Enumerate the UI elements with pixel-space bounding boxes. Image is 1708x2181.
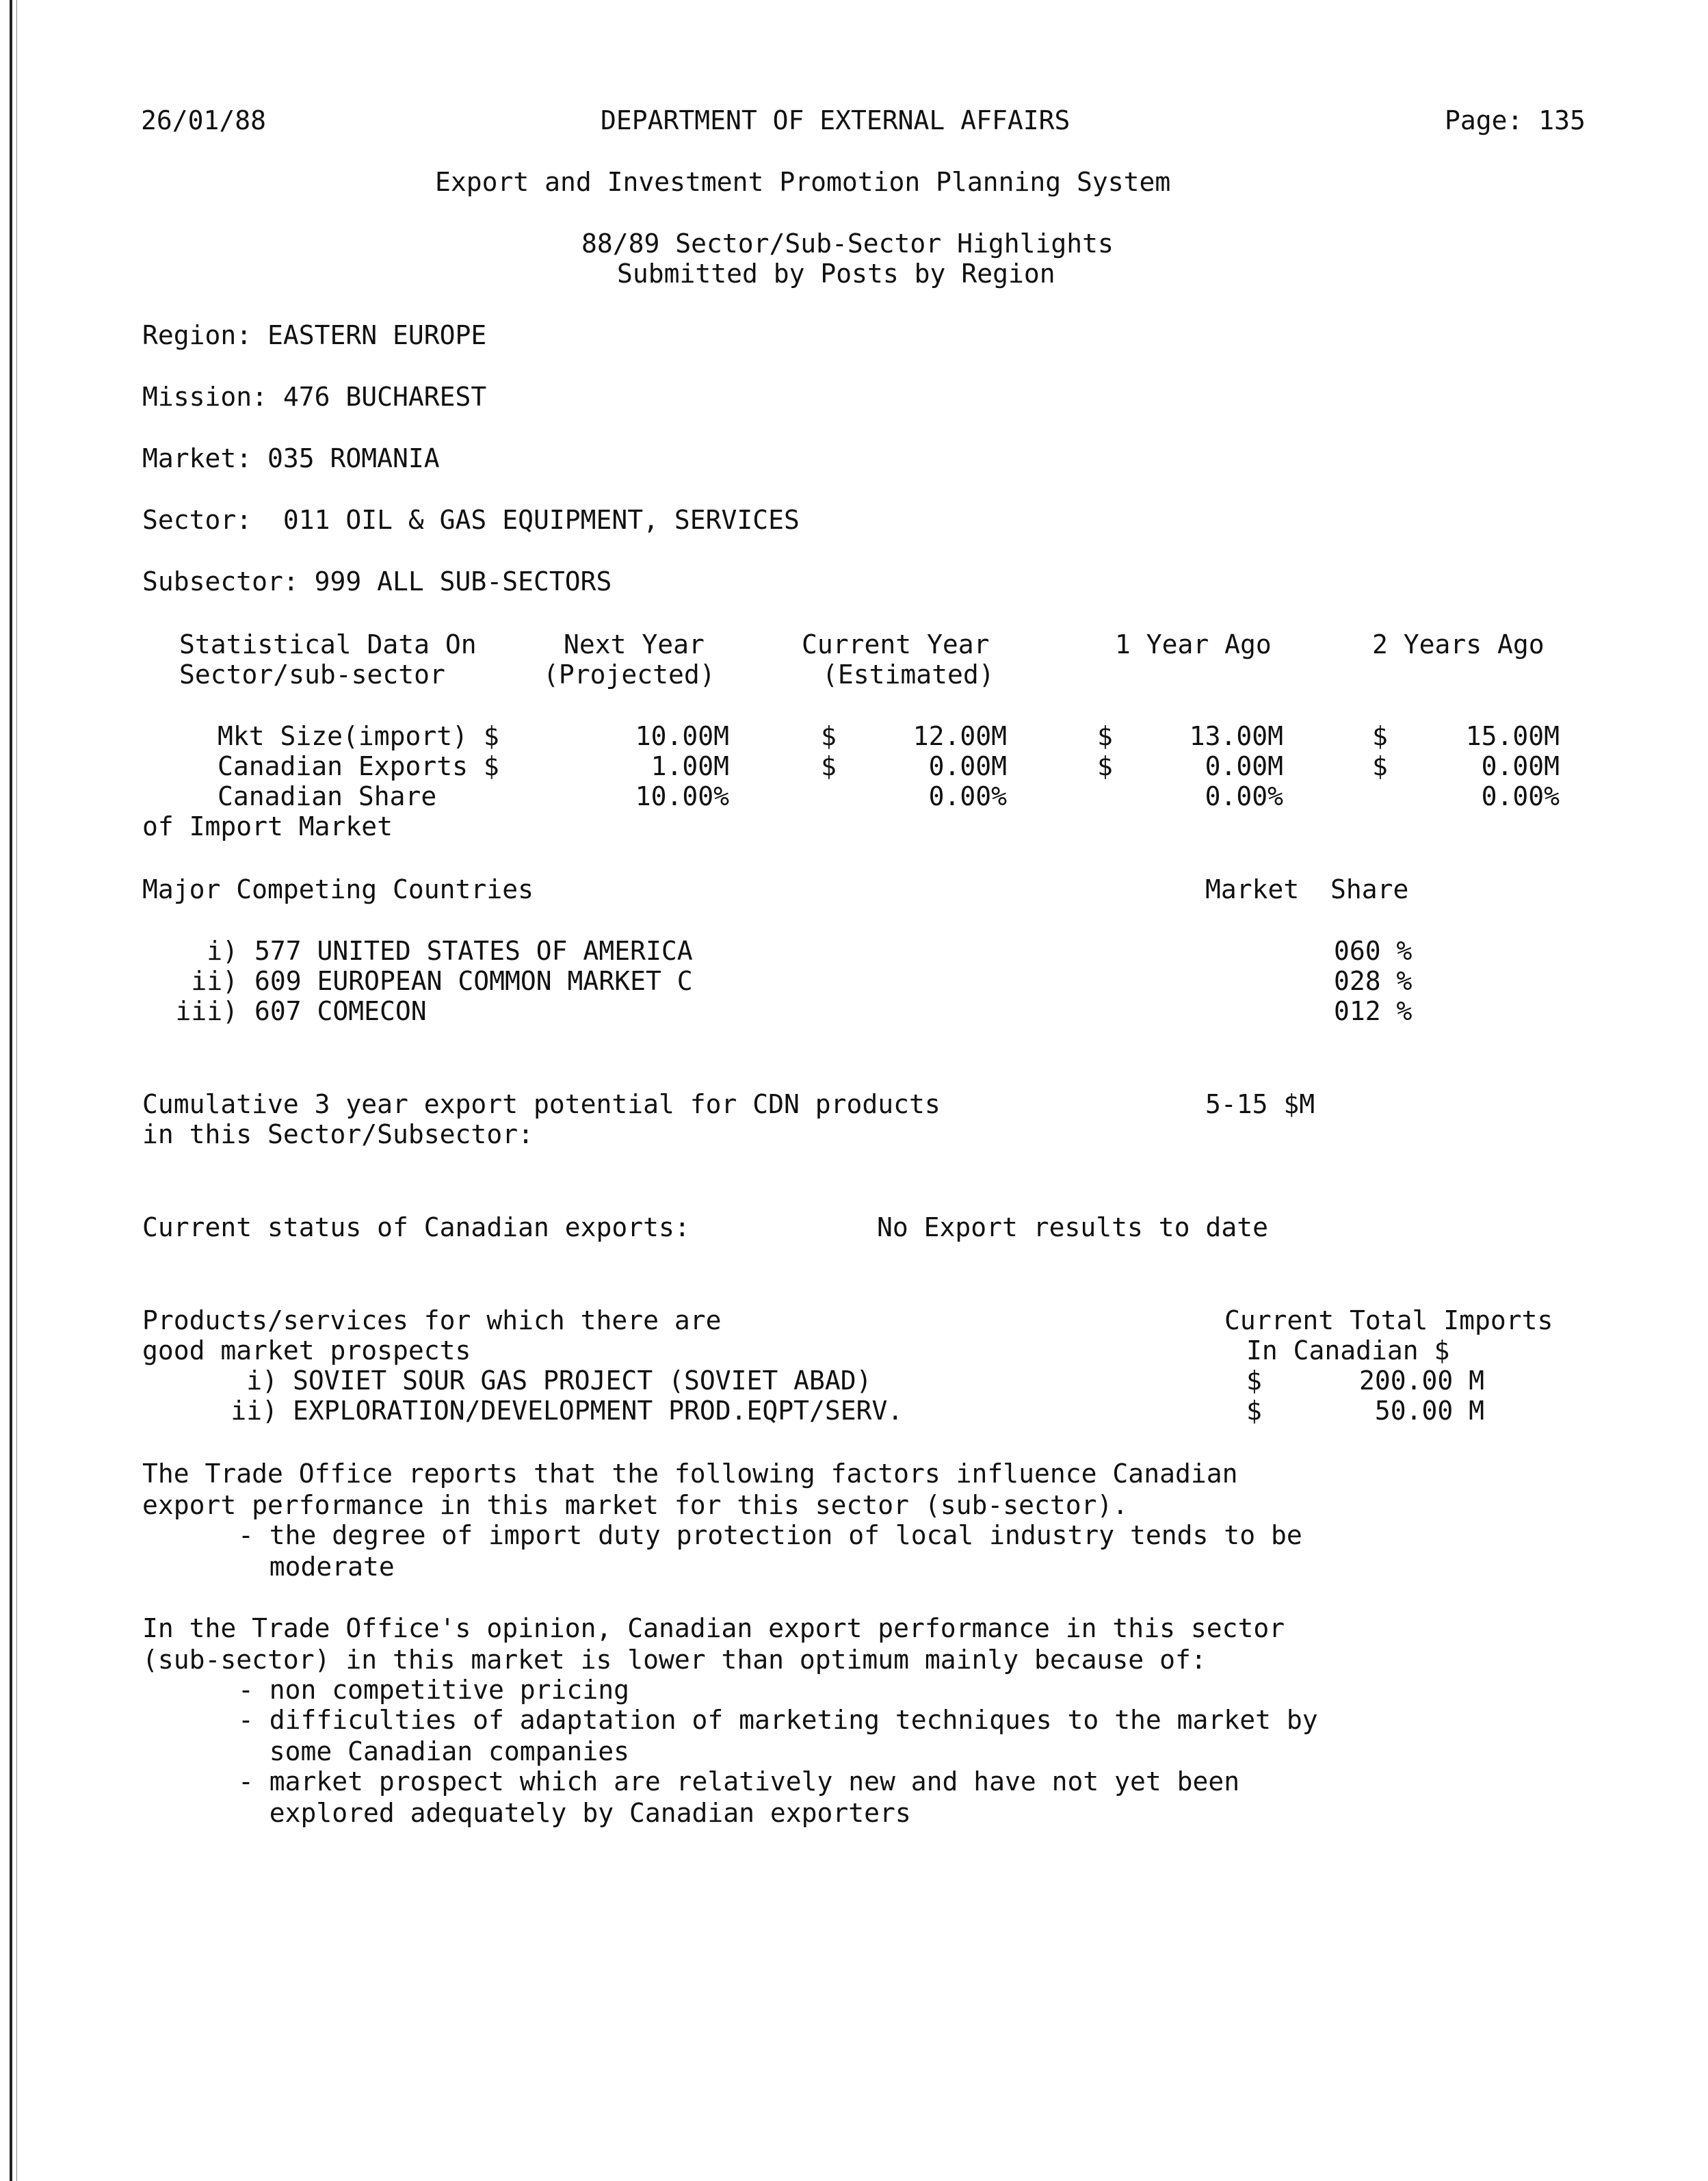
potential-line2: in this Sector/Subsector:	[142, 1119, 534, 1149]
opinion-line2: (sub-sector) in this market is lower than optimum mainly because of:	[142, 1645, 1207, 1675]
factors-bullet-cont: moderate	[238, 1552, 395, 1582]
prospect-currency: $	[1246, 1396, 1262, 1426]
competitor-name: 607 COMECON	[254, 996, 427, 1026]
prospect-num: ii)	[231, 1396, 278, 1426]
prospect-name: SOVIET SOUR GAS PROJECT (SOVIET ABAD)	[293, 1366, 872, 1396]
status-value: No Export results to date	[877, 1212, 1268, 1242]
stats-cell: 0.00%	[1205, 781, 1283, 811]
status-label: Current status of Canadian exports:	[142, 1212, 690, 1242]
col-current-year-sub: (Estimated)	[822, 659, 995, 690]
region-field: Region: EASTERN EUROPE	[142, 320, 487, 350]
stats-cell: 12.00M	[912, 721, 1007, 751]
page-edge	[10, 0, 12, 2181]
mission-field: Mission: 476 BUCHAREST	[142, 382, 487, 412]
stats-cell: 1.00M	[651, 751, 729, 781]
opinion-line1: In the Trade Office's opinion, Canadian export performance in this sector	[142, 1613, 1285, 1643]
competitor-num: iii)	[175, 996, 238, 1026]
stats-cell: 13.00M	[1189, 721, 1283, 751]
stats-currency: $	[1372, 751, 1388, 781]
market-field: Market: 035 ROMANIA	[142, 443, 440, 473]
stats-cell: 10.00%	[635, 781, 729, 811]
page-number: Page: 135	[1445, 105, 1586, 135]
potential-line1: Cumulative 3 year export potential for CDN products	[142, 1089, 941, 1119]
opinion-bullet: - difficulties of adaptation of marketing techniques to the market by	[238, 1705, 1318, 1735]
col-1-year-ago: 1 Year Ago	[1115, 629, 1272, 659]
stats-cell: 0.00%	[1481, 781, 1560, 811]
col-current-year: Current Year	[802, 629, 990, 659]
competitor-num: i)	[207, 936, 238, 966]
factors-line2: export performance in this market for this sector (sub-sector).	[142, 1490, 1129, 1520]
potential-value: 5-15 $M	[1205, 1089, 1315, 1119]
department-name: DEPARTMENT OF EXTERNAL AFFAIRS	[601, 105, 1070, 135]
subsector-field: Subsector: 999 ALL SUB-SECTORS	[142, 566, 612, 597]
competitor-name: 609 EUROPEAN COMMON MARKET C	[254, 966, 693, 996]
factors-line1: The Trade Office reports that the following factors influence Canadian	[142, 1459, 1238, 1489]
prospect-num: i)	[246, 1366, 278, 1396]
system-title: Export and Investment Promotion Planning System	[435, 167, 1171, 197]
prospect-name: EXPLORATION/DEVELOPMENT PROD.EQPT/SERV.	[293, 1396, 904, 1426]
stats-cell: 0.00M	[1205, 751, 1283, 781]
competitor-name: 577 UNITED STATES OF AMERICA	[254, 936, 693, 966]
prospects-line1: Products/services for which there are	[142, 1305, 722, 1335]
opinion-bullet: - market prospect which are relatively new and have not yet been	[238, 1766, 1240, 1797]
factors-bullet: - the degree of import duty protection of local industry tends to be	[238, 1520, 1302, 1550]
report-title: 88/89 Sector/Sub-Sector Highlights	[581, 228, 1114, 259]
col-next-year-sub: (Projected)	[543, 659, 715, 690]
stats-cell: 10.00M	[635, 721, 729, 751]
stats-currency: $	[821, 721, 837, 751]
imports-heading: Current Total Imports	[1224, 1305, 1553, 1335]
competitor-num: ii)	[191, 966, 238, 996]
page-edge-shadow	[16, 0, 17, 2181]
prospects-line2: good market prospects	[142, 1335, 471, 1366]
competitor-share: 028 %	[1334, 966, 1413, 996]
opinion-bullet: - non competitive pricing	[238, 1675, 629, 1705]
stats-currency: $	[1097, 721, 1113, 751]
competitor-share: 060 %	[1334, 936, 1413, 966]
stats-cell: 0.00M	[1481, 751, 1560, 781]
competitors-heading: Major Competing Countries	[142, 874, 534, 904]
report-date: 26/01/88	[141, 105, 267, 135]
stats-row-label: Canadian Exports $	[218, 751, 499, 781]
market-share-heading: Market Share	[1205, 874, 1409, 904]
stats-currency: $	[1372, 721, 1388, 751]
report-subtitle: Submitted by Posts by Region	[617, 259, 1055, 289]
prospect-currency: $	[1246, 1366, 1262, 1396]
col-next-year: Next Year	[564, 629, 705, 659]
opinion-bullet-cont: some Canadian companies	[238, 1736, 629, 1766]
stats-row-tail: of Import Market	[142, 811, 393, 841]
opinion-bullet-cont: explored adequately by Canadian exporters	[238, 1798, 911, 1828]
stats-cell: 0.00M	[928, 751, 1007, 781]
prospect-amount: 200.00 M	[1358, 1366, 1484, 1396]
imports-subheading: In Canadian $	[1246, 1335, 1450, 1366]
stats-cell: 15.00M	[1465, 721, 1560, 751]
stats-label-line1: Statistical Data On	[179, 629, 477, 659]
stats-row-label: Canadian Share	[218, 781, 437, 811]
col-2-years-ago: 2 Years Ago	[1372, 629, 1545, 659]
sector-field: Sector: 011 OIL & GAS EQUIPMENT, SERVICES	[142, 505, 800, 535]
stats-cell: 0.00%	[928, 781, 1007, 811]
stats-row-label: Mkt Size(import) $	[218, 721, 499, 751]
stats-label-line2: Sector/sub-sector	[179, 659, 445, 690]
prospect-amount: 50.00 M	[1374, 1396, 1484, 1426]
competitor-share: 012 %	[1334, 996, 1413, 1026]
stats-currency: $	[1097, 751, 1113, 781]
stats-currency: $	[821, 751, 837, 781]
